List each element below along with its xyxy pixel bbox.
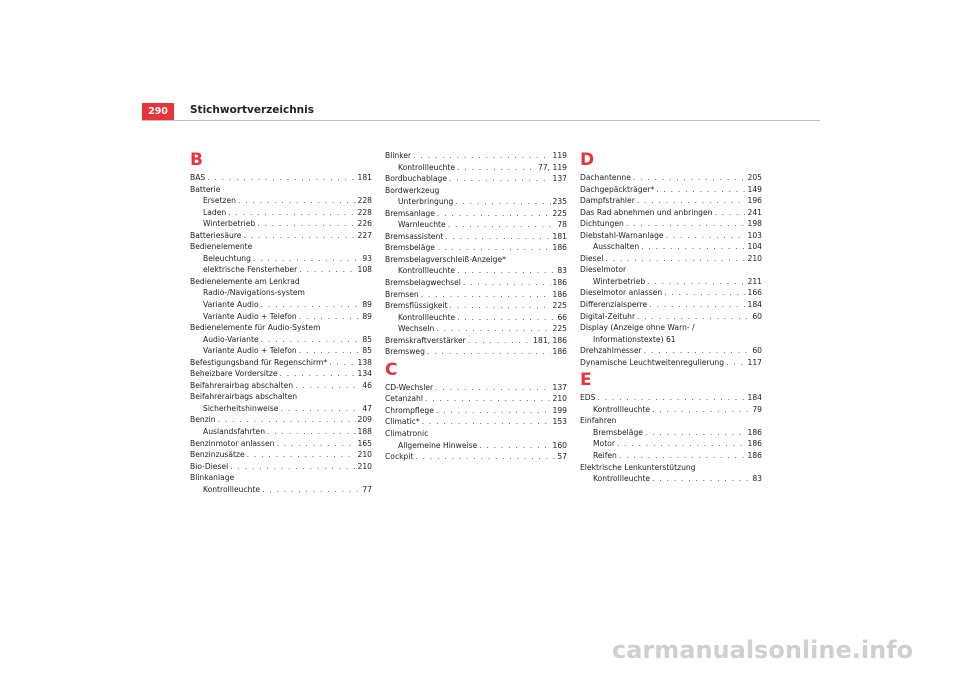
index-entry: Bremsflüssigkeit . . . 225 bbox=[385, 300, 567, 312]
index-subentry: Ausschalten . . . 104 bbox=[580, 241, 762, 253]
index-column-2 bbox=[385, 150, 567, 463]
index-entry: Bedienelemente am Lenkrad Radio-/Navigations-system bbox=[190, 276, 305, 298]
index-subentry: Kontrollleuchte . . . 77 bbox=[190, 484, 372, 496]
index-entry: Bremsassistent . . . 181 bbox=[385, 231, 567, 243]
index-subentry: Laden . . . 228 bbox=[190, 207, 372, 219]
index-entry: Diebstahl-Warnanlage . . . 103 bbox=[580, 230, 762, 242]
index-entry: Beifahrerairbags abschalten bbox=[190, 392, 298, 402]
index-entry: Bio-Diesel . . . 210 bbox=[190, 461, 372, 473]
index-entry: Bremsen . . . 186 bbox=[385, 289, 567, 301]
section-letter-b: B bbox=[190, 150, 203, 170]
index-subentry: Warnleuchte . . . 78 bbox=[385, 219, 567, 231]
index-entry: Elektrische Lenkunterstützung bbox=[580, 462, 696, 472]
index-entry: Dichtungen . . . 198 bbox=[580, 218, 762, 230]
index-entry: Benzin . . . 209 bbox=[190, 414, 372, 426]
index-entry: Display (Anzeige ohne Warn- / Informationstexte) 61 bbox=[580, 323, 695, 344]
index-column-1 bbox=[190, 150, 372, 495]
index-subentry: Wechseln . . . 225 bbox=[385, 323, 567, 335]
index-subentry: elektrische Fensterheber . . . 108 bbox=[190, 264, 372, 276]
index-subentry: Winterbetrieb . . . 226 bbox=[190, 218, 372, 230]
index-column-3 bbox=[580, 150, 762, 485]
index-entry: BAS . . . 181 bbox=[190, 172, 372, 184]
index-subentry: Sicherheitshinweise . . . 47 bbox=[190, 403, 372, 415]
section-letter-d: D bbox=[580, 150, 595, 170]
index-entry: Drehzahlmesser . . . 60 bbox=[580, 345, 762, 357]
index-entry: Bordbuchablage . . . 137 bbox=[385, 173, 567, 185]
index-entry: Bedienelemente bbox=[190, 242, 253, 252]
index-entry: Digital-Zeituhr . . . 60 bbox=[580, 311, 762, 323]
index-subentry: Variante Audio . . . 89 bbox=[190, 299, 372, 311]
index-subentry: Variante Audio + Telefon . . . 89 bbox=[190, 311, 372, 323]
index-subentry: Beleuchtung . . . 93 bbox=[190, 253, 372, 265]
index-entry: Climatic* . . . 153 bbox=[385, 416, 567, 428]
index-entry: Beheizbare Vordersitze . . . 134 bbox=[190, 368, 372, 380]
section-letter-e: E bbox=[580, 370, 592, 391]
index-subentry: Kontrollleuchte . . . 83 bbox=[580, 473, 762, 485]
index-subentry: Motor . . . 186 bbox=[580, 438, 762, 450]
index-entry: Befestigungsband für Regenschirm* . . . 138 bbox=[190, 357, 372, 369]
page-number: 290 bbox=[142, 103, 174, 120]
index-subentry: Allgemeine Hinweise . . . 160 bbox=[385, 440, 567, 452]
index-subentry: Unterbringung . . . 235 bbox=[385, 196, 567, 208]
index-entry: Benzinmotor anlassen . . . 165 bbox=[190, 438, 372, 450]
index-entry: Bordwerkzeug bbox=[385, 185, 440, 195]
index-entry: Dynamische Leuchtweitenregulierung . . . 117 bbox=[580, 357, 762, 369]
index-entry: Bremsbeläge . . . 186 bbox=[385, 242, 567, 254]
index-subentry: Winterbetrieb . . . 211 bbox=[580, 276, 762, 288]
index-entry: Cockpit . . . 57 bbox=[385, 451, 567, 463]
index-subentry: Variante Audio + Telefon . . . 85 bbox=[190, 345, 372, 357]
index-subentry: Bremsbeläge . . . 186 bbox=[580, 427, 762, 439]
watermark-text: carmanualsonline.info bbox=[612, 636, 914, 664]
index-entry: Bremsbelagverschleiß-Anzeige* bbox=[385, 254, 506, 264]
index-entry: Bremsbelagwechsel . . . 186 bbox=[385, 277, 567, 289]
index-entry: Batterie bbox=[190, 184, 221, 194]
index-entry: Cetanzahl . . . 210 bbox=[385, 393, 567, 405]
index-entry: Dampfstrahler . . . 196 bbox=[580, 195, 762, 207]
index-entry: Dachantenne . . . 205 bbox=[580, 172, 762, 184]
index-subentry: Reifen . . . 186 bbox=[580, 450, 762, 462]
index-entry: Einfahren bbox=[580, 416, 617, 426]
index-subentry: Auslandsfahrten . . . 188 bbox=[190, 426, 372, 438]
index-entry: Dachgepäckträger* . . . 149 bbox=[580, 184, 762, 196]
index-entry: Differenzialsperre . . . 184 bbox=[580, 299, 762, 311]
index-entry: Bedienelemente für Audio-System bbox=[190, 323, 321, 333]
index-entry: CD-Wechsler . . . 137 bbox=[385, 382, 567, 394]
index-entry: Dieselmotor bbox=[580, 265, 627, 275]
index-entry: Blinkanlage bbox=[190, 473, 235, 483]
index-entry: Das Rad abnehmen und anbringen . . . 241 bbox=[580, 207, 762, 219]
index-subentry: Audio-Variante . . . 85 bbox=[190, 334, 372, 346]
index-subentry: Kontrollleuchte . . . 77, 119 bbox=[385, 162, 567, 174]
index-entry: Bremsanlage . . . 225 bbox=[385, 208, 567, 220]
index-entry: Diesel . . . 210 bbox=[580, 253, 762, 265]
index-entry: Chrompflege . . . 199 bbox=[385, 405, 567, 417]
index-subentry: Ersetzen . . . 228 bbox=[190, 195, 372, 207]
index-subentry: Kontrollleuchte . . . 79 bbox=[580, 404, 762, 416]
index-entry: Bremsweg . . . 186 bbox=[385, 346, 567, 358]
index-entry: Climatronic bbox=[385, 429, 429, 439]
page-title: Stichwortverzeichnis bbox=[190, 104, 314, 116]
index-entry: Batteriesäure . . . 227 bbox=[190, 230, 372, 242]
index-subentry: Kontrollleuchte . . . 66 bbox=[385, 312, 567, 324]
index-entry: Beifahrerairbag abschalten . . . 46 bbox=[190, 380, 372, 392]
header-divider bbox=[142, 120, 820, 121]
section-letter-c: C bbox=[385, 359, 398, 380]
index-entry: EDS . . . 184 bbox=[580, 392, 762, 404]
index-entry: Benzinzusätze . . . 210 bbox=[190, 449, 372, 461]
index-entry: Blinker . . . 119 bbox=[385, 150, 567, 162]
index-entry: Bremskraftverstärker . . . 181, 186 bbox=[385, 335, 567, 347]
index-entry: Dieselmotor anlassen . . . 166 bbox=[580, 287, 762, 299]
index-subentry: Kontrollleuchte . . . 83 bbox=[385, 265, 567, 277]
